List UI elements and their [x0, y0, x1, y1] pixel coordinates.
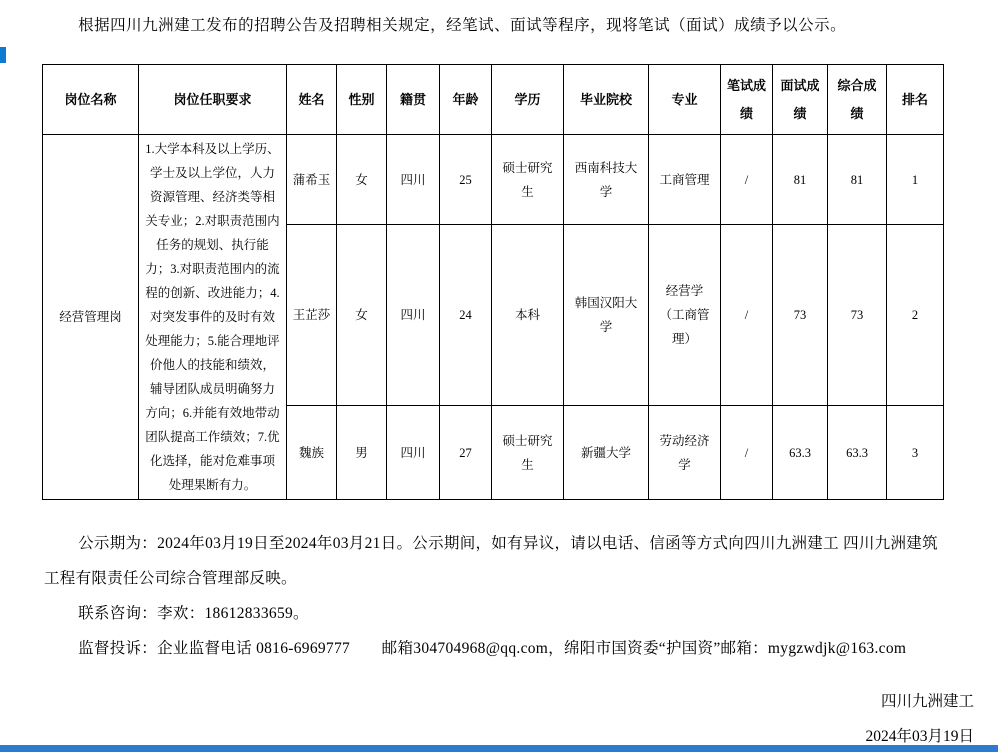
age-cell: 27 — [440, 406, 492, 500]
rank-cell: 1 — [887, 135, 944, 225]
header-gender: 性别 — [337, 65, 387, 135]
bottom-blue-bar — [0, 745, 998, 752]
supervision-line: 监督投诉：企业监督电话 0816-6969777 邮箱304704968@qq.com，绵阳市国资委“护国资”邮箱：mygzwdjk@163.com — [78, 640, 907, 657]
header-overall-score: 综合成绩 — [828, 65, 887, 135]
contact-line: 联系咨询：李欢：18612833659。 — [78, 605, 309, 622]
table-header-row — [43, 65, 944, 135]
score-table — [42, 64, 944, 500]
table-row — [43, 135, 944, 225]
header-school: 毕业院校 — [564, 65, 649, 135]
education-cell: 硕士研究生 — [492, 135, 564, 225]
header-rank: 排名 — [887, 65, 944, 135]
name-cell: 蒲希玉 — [287, 135, 337, 225]
major-cell: 劳动经济学 — [649, 406, 721, 500]
rank-cell: 3 — [887, 406, 944, 500]
rank-cell: 2 — [887, 225, 944, 406]
age-cell: 24 — [440, 225, 492, 406]
major-cell: 经营学（工商管理） — [649, 225, 721, 406]
written-score-cell: / — [721, 135, 773, 225]
education-cell: 本科 — [492, 225, 564, 406]
signature-date: 2024年03月19日 — [865, 728, 974, 745]
header-major: 专业 — [649, 65, 721, 135]
header-position: 岗位名称 — [43, 65, 139, 135]
requirements-cell: 1.大学本科及以上学历、学士及以上学位，人力资源管理、经济类等相关专业；2.对职责范围内任务的规划、执行能力；3.对职责范围内的流程的创新、改进能力；4.对突发事件的及时有效处理能力；5.能合理地评价他人的技能和绩效，辅导团队成员明确努力方向；6.并能有效地带动团队提高工作绩效；7.优化选择，能对危难事项处理果断有力。 — [139, 135, 287, 500]
header-name: 姓名 — [287, 65, 337, 135]
gender-cell: 女 — [337, 135, 387, 225]
gender-cell: 女 — [337, 225, 387, 406]
gender-cell: 男 — [337, 406, 387, 500]
education-cell: 硕士研究生 — [492, 406, 564, 500]
header-interview-score: 面试成绩 — [773, 65, 828, 135]
position-name-cell: 经营管理岗 — [43, 135, 139, 500]
written-score-cell: / — [721, 225, 773, 406]
native-place-cell: 四川 — [387, 406, 440, 500]
name-cell: 王芷莎 — [287, 225, 337, 406]
overall-score-cell: 81 — [828, 135, 887, 225]
header-education: 学历 — [492, 65, 564, 135]
written-score-cell: / — [721, 406, 773, 500]
overall-score-cell: 63.3 — [828, 406, 887, 500]
name-cell: 魏族 — [287, 406, 337, 500]
overall-score-cell: 73 — [828, 225, 887, 406]
major-cell: 工商管理 — [649, 135, 721, 225]
intro-paragraph: 根据四川九洲建工发布的招聘公告及招聘相关规定，经笔试、面试等程序，现将笔试（面试）成绩予以公示。 — [78, 17, 847, 34]
publicity-period-paragraph: 公示期为：2024年03月19日至2024年03月21日。公示期间，如有异议，请以电话、信函等方式向四川九洲建工 四川九洲建筑工程有限责任公司综合管理部反映。 — [44, 535, 938, 587]
header-native-place: 籍贯 — [387, 65, 440, 135]
left-blue-marker — [0, 47, 6, 63]
school-cell: 新疆大学 — [564, 406, 649, 500]
header-requirements: 岗位任职要求 — [139, 65, 287, 135]
interview-score-cell: 73 — [773, 225, 828, 406]
header-written-score: 笔试成绩 — [721, 65, 773, 135]
interview-score-cell: 81 — [773, 135, 828, 225]
native-place-cell: 四川 — [387, 225, 440, 406]
school-cell: 韩国汉阳大学 — [564, 225, 649, 406]
age-cell: 25 — [440, 135, 492, 225]
interview-score-cell: 63.3 — [773, 406, 828, 500]
native-place-cell: 四川 — [387, 135, 440, 225]
signature-company: 四川九洲建工 — [880, 693, 974, 710]
school-cell: 西南科技大学 — [564, 135, 649, 225]
header-age: 年龄 — [440, 65, 492, 135]
